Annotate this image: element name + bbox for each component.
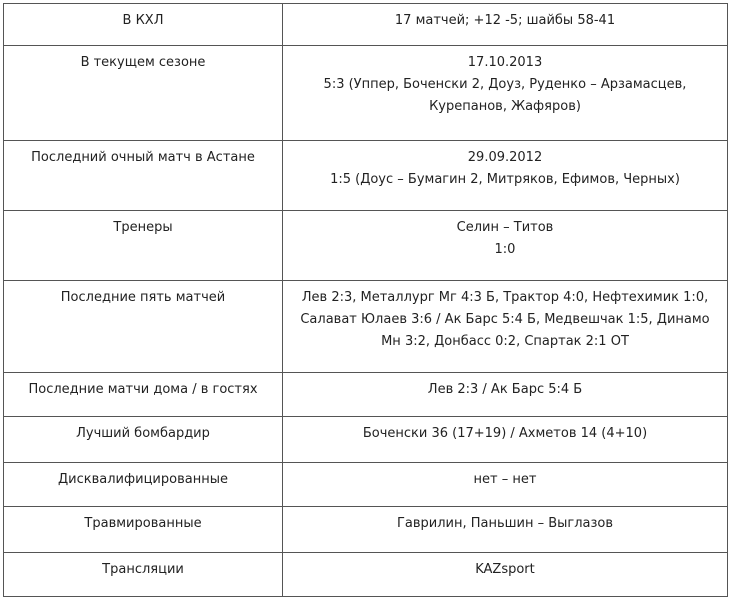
row-label: В текущем сезоне [4, 46, 283, 141]
row-value [283, 373, 728, 417]
value-line: 1:0 [494, 242, 516, 257]
value-line: 1:5 (Доус – Бумагин 2, Митряков, Ефимов, Черных) [330, 172, 680, 187]
value-line: 17.10.2013 [467, 55, 543, 70]
row-label: Последние матчи дома / в гостях [4, 373, 283, 417]
table-row [4, 4, 728, 46]
table-row [4, 281, 728, 373]
value-line: Селин – Титов [456, 220, 554, 235]
row-label: Последние пять матчей [4, 281, 283, 373]
table-row [4, 507, 728, 553]
row-value [283, 281, 728, 373]
row-value [283, 417, 728, 463]
match-stats-table [3, 3, 728, 597]
value-line: Лев 2:3, Металлург Мг 4:3 Б, Трактор 4:0, Нефтехимик 1:0, Салават Юлаев 3:6 / Ак Барс 5:4 Б, Медвешчак 1:5, Динамо Мн 3:2, Донбасс 0:2, Спартак 2:1 ОТ [300, 290, 710, 349]
table-row [4, 141, 728, 211]
row-value [283, 4, 728, 46]
row-value [283, 46, 728, 141]
row-value [283, 553, 728, 597]
row-label: Дисквалифицированные [4, 463, 283, 507]
table-row [4, 373, 728, 417]
value-line: Гаврилин, Паньшин – Выглазов [396, 516, 614, 531]
value-line: 17 матчей; +12 -5; шайбы 58-41 [394, 13, 616, 28]
table-row [4, 46, 728, 141]
table-row [4, 553, 728, 597]
value-line: Боченски 36 (17+19) / Ахметов 14 (4+10) [362, 426, 648, 441]
row-label: Травмированные [4, 507, 283, 553]
row-label: Тренеры [4, 211, 283, 281]
value-line: нет – нет [473, 472, 537, 487]
value-line: KAZsport [475, 562, 535, 577]
row-label: Лучший бомбардир [4, 417, 283, 463]
row-value [283, 141, 728, 211]
value-line: 5:3 (Уппер, Боченски 2, Доуз, Руденко – Арзамасцев, Курепанов, Жафяров) [323, 77, 687, 114]
table-row [4, 417, 728, 463]
value-line: Лев 2:3 / Ак Барс 5:4 Б [427, 382, 583, 397]
row-value [283, 211, 728, 281]
table-row [4, 211, 728, 281]
row-label: Трансляции [4, 553, 283, 597]
row-value [283, 507, 728, 553]
value-line: 29.09.2012 [467, 150, 543, 165]
row-label: В КХЛ [4, 4, 283, 46]
row-value [283, 463, 728, 507]
row-label: Последний очный матч в Астане [4, 141, 283, 211]
table-row [4, 463, 728, 507]
